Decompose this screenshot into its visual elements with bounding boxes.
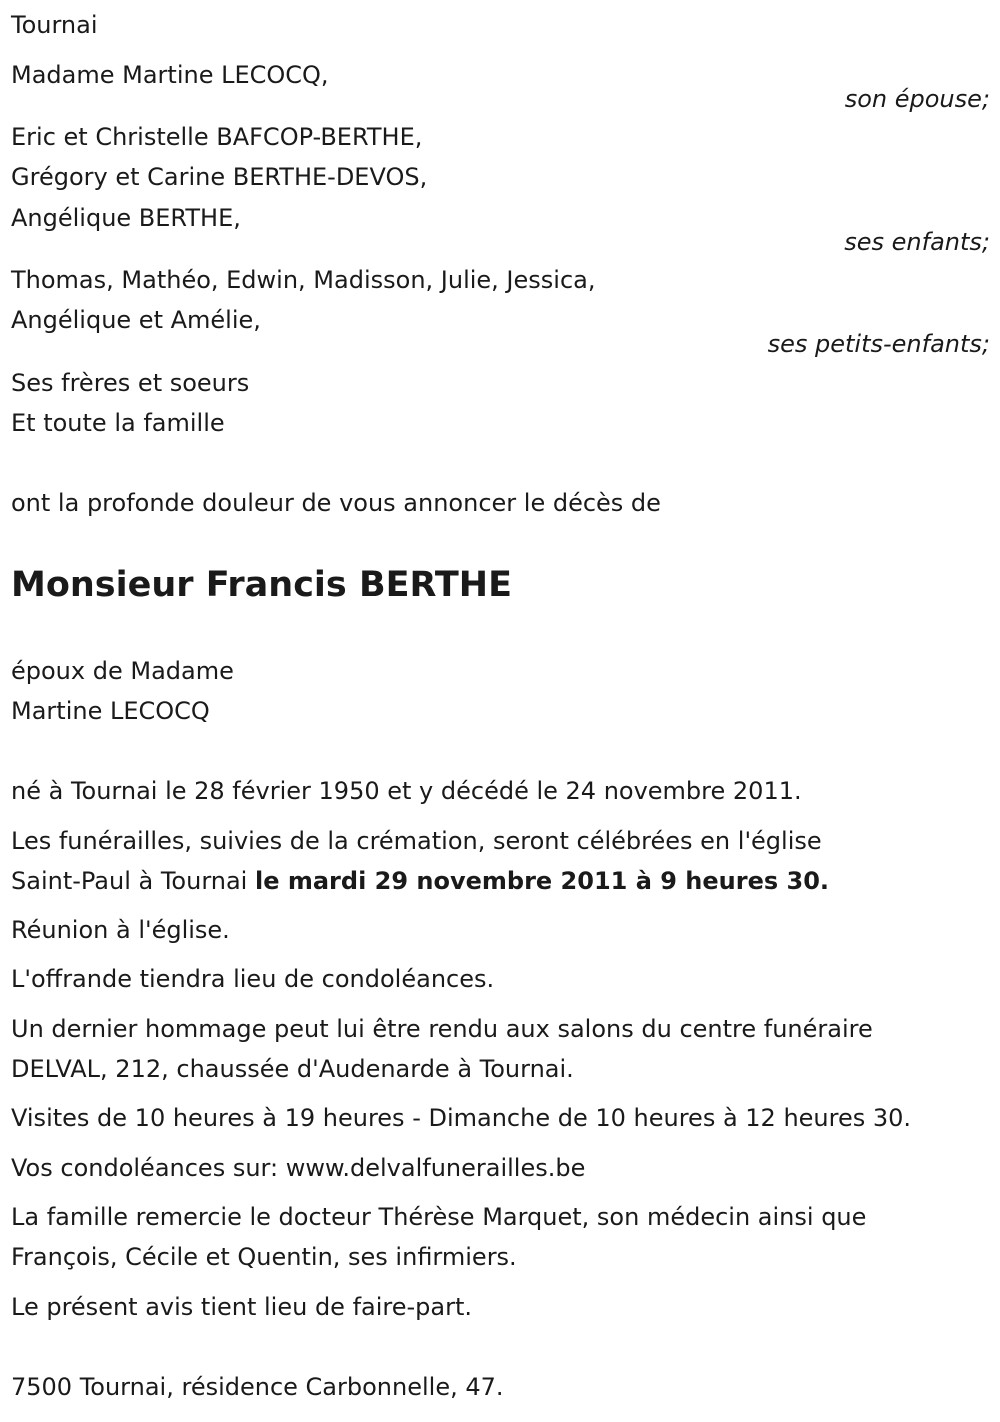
- funeral-place: Saint-Paul à Tournai: [11, 867, 255, 895]
- thanks-line-2: François, Cécile et Quentin, ses infirmiers.: [11, 1243, 517, 1271]
- thanks-line-1: La famille remercie le docteur Thérèse Marquet, son médecin ainsi que: [11, 1203, 867, 1231]
- announcement-text: ont la profonde douleur de vous annoncer le décès de: [11, 489, 661, 517]
- visits-text: Visites de 10 heures à 19 heures - Dimanche de 10 heures à 12 heures 30.: [11, 1104, 912, 1132]
- funeral-line-1: Les funérailles, suivies de la crémation, seront célébrées en l'église: [11, 827, 822, 855]
- tribute-line-1: Un dernier hommage peut lui être rendu aux salons du centre funéraire: [11, 1015, 873, 1043]
- children-line-2: Grégory et Carine BERTHE-DEVOS,: [11, 163, 428, 191]
- deceased-name: Monsieur Francis BERTHE: [11, 565, 512, 605]
- notice-text: Le présent avis tient lieu de faire-part.: [11, 1293, 473, 1321]
- birth-death-text: né à Tournai le 28 février 1950 et y décédé le 24 novembre 2011.: [11, 777, 802, 805]
- children-role: ses enfants;: [844, 228, 990, 256]
- city-header: Tournai: [11, 11, 98, 39]
- others-line-1: Ses frères et soeurs: [11, 369, 250, 397]
- deceased-spouse-line-2: Martine LECOCQ: [11, 697, 210, 725]
- condolences-text: Vos condoléances sur: www.delvalfunerailles.be: [11, 1154, 586, 1182]
- spouse-role: son épouse;: [844, 85, 990, 113]
- meeting-text: Réunion à l'église.: [11, 916, 230, 944]
- grandchildren-role: ses petits-enfants;: [767, 330, 990, 358]
- spouse-line: Madame Martine LECOCQ,: [11, 61, 329, 89]
- deceased-spouse-line-1: époux de Madame: [11, 657, 234, 685]
- offering-text: L'offrande tiendra lieu de condoléances.: [11, 965, 495, 993]
- tribute-line-2: DELVAL, 212, chaussée d'Audenarde à Tournai.: [11, 1055, 574, 1083]
- grandchildren-line-1: Thomas, Mathéo, Edwin, Madisson, Julie, Jessica,: [11, 266, 596, 294]
- others-line-2: Et toute la famille: [11, 409, 225, 437]
- children-line-3: Angélique BERTHE,: [11, 204, 241, 232]
- children-line-1: Eric et Christelle BAFCOP-BERTHE,: [11, 123, 423, 151]
- funeral-date-time: le mardi 29 novembre 2011 à 9 heures 30.: [254, 867, 830, 895]
- grandchildren-line-2: Angélique et Amélie,: [11, 306, 261, 334]
- funeral-line-2: [11, 861, 829, 901]
- address-text: 7500 Tournai, résidence Carbonnelle, 47.: [11, 1373, 504, 1401]
